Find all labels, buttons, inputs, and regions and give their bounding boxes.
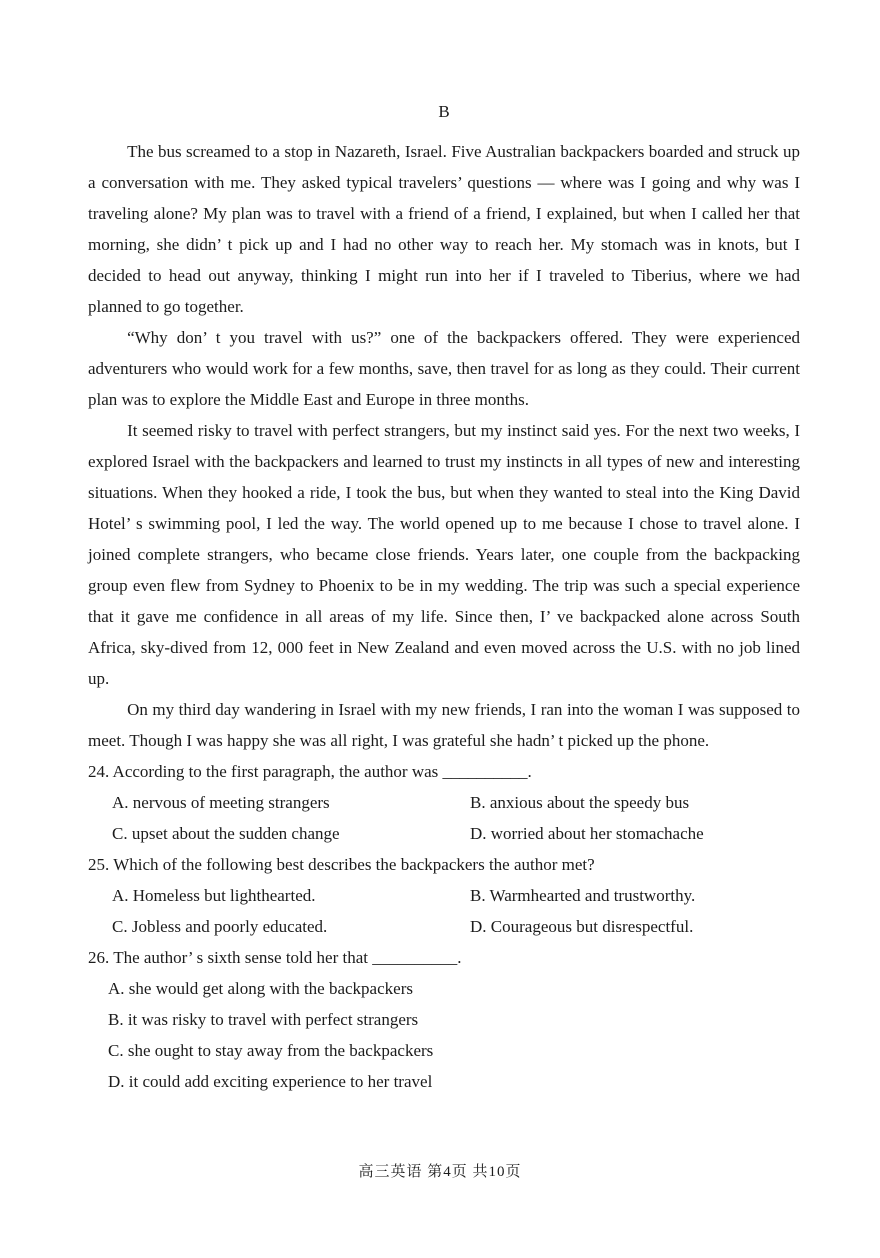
option-b: B. it was risky to travel with perfect strangers bbox=[108, 1010, 419, 1029]
question-stem: 24. According to the first paragraph, the author was __________. bbox=[88, 762, 532, 781]
question-options bbox=[88, 880, 800, 942]
section-label: B bbox=[438, 102, 450, 121]
option-a: A. Homeless but lighthearted. bbox=[112, 886, 316, 905]
question-25 bbox=[88, 849, 800, 942]
passage-paragraph: It seemed risky to travel with perfect strangers, but my instinct said yes. For the next two weeks, I explored Israel with the backpackers and learned to trust my instincts in all types of new and interesting situations. When they hooked a ride, I took the bus, but when they wanted to steal into the King David Hotel’ s swimming pool, I led the way. The world opened up to me because I chose to travel alone. I joined complete strangers, who became close friends. Years later, one couple from the backpacking group even flew from Sydney to Phoenix to be in my wedding. The trip was such a special experience that it gave me confidence in all areas of my life. Since then, I’ ve backpacked alone across South Africa, sky-dived from 12, 000 feet in New Zealand and even moved across the U.S. with no job lined up. bbox=[88, 421, 800, 688]
option-d: D. it could add exciting experience to her travel bbox=[108, 1072, 433, 1091]
question-26 bbox=[88, 942, 800, 1097]
question-stem: 26. The author’ s sixth sense told her that __________. bbox=[88, 948, 462, 967]
option-d: D. Courageous but disrespectful. bbox=[470, 917, 694, 936]
option-d: D. worried about her stomachache bbox=[470, 824, 704, 843]
option-a: A. nervous of meeting strangers bbox=[112, 793, 330, 812]
passage-paragraph: On my third day wandering in Israel with my new friends, I ran into the woman I was supposed to meet. Though I was happy she was all right, I was grateful she hadn’ t picked up the phone. bbox=[88, 700, 800, 750]
reading-passage bbox=[88, 136, 800, 756]
option-c: C. she ought to stay away from the backpackers bbox=[108, 1041, 434, 1060]
passage-paragraph: “Why don’ t you travel with us?” one of the backpackers offered. They were experienced adventurers who would work for a few months, save, then travel for as long as they could. Their current plan was to explore the Middle East and Europe in three months. bbox=[88, 328, 800, 409]
option-b: B. Warmhearted and trustworthy. bbox=[470, 886, 696, 905]
page-footer: 高三英语 第4页 共10页 bbox=[358, 1164, 522, 1180]
option-a: A. she would get along with the backpackers bbox=[108, 979, 413, 998]
question-options bbox=[88, 973, 800, 1097]
option-c: C. upset about the sudden change bbox=[112, 824, 340, 843]
passage-paragraph: The bus screamed to a stop in Nazareth, Israel. Five Australian backpackers boarded and struck up a conversation with me. They asked typical travelers’ questions — where was I going and why was I traveling alone? My plan was to travel with a friend of a friend, I explained, but when I called her that morning, she didn’ t pick up and I had no other way to reach her. My stomach was in knots, but I decided to head out anyway, thinking I might run into her if I traveled to Tiberius, where we had planned to go together. bbox=[88, 142, 800, 316]
question-options bbox=[88, 787, 800, 849]
question-24 bbox=[88, 756, 800, 849]
option-c: C. Jobless and poorly educated. bbox=[112, 917, 328, 936]
option-b: B. anxious about the speedy bus bbox=[470, 793, 690, 812]
question-stem: 25. Which of the following best describes the backpackers the author met? bbox=[88, 855, 595, 874]
